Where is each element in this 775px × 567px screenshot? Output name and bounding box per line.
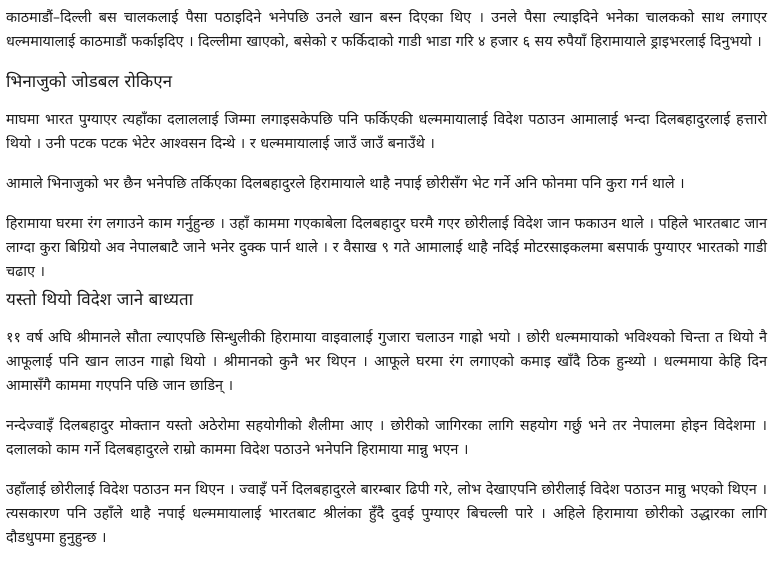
section-heading-2: यस्तो थियो विदेश जाने बाध्यता [6, 290, 194, 310]
intro-paragraph: काठमाडौं–दिल्ली बस चालकलाई पैसा पठाइदिने भनेपछि उनले खान बस्न दिएका थिए । उनले पैसा ल्याइदिने भनेका चालकको साथ लगाएर धल्ममायालाई काठमाडौं फर्काइदिए । दिल्लीमा खाएको, बसेको र फर्किदाको गाडी भाडा गरि ४ हजार ६ सय रुपैयाँ हिरामायाले ड्राइभरलाई दिनुभयो । [6, 10, 767, 50]
section1-paragraph-2: आमाले भिनाजुको भर छैन भनेपछि तर्किएका दिलबहादुरले हिरामायाले थाहै नपाई छोरीसँग भेट गर्ने अनि फोनमा पनि कुरा गर्न थाले । [6, 176, 685, 192]
section1-paragraph-1: माघमा भारत पुग्याएर त्यहाँका दलाललाई जिम्मा लगाइसकेपछि पनि फर्किएकी धल्ममायालाई विदेश पठाउन आमालाई भन्दा दिलबहादुरलाई हत्तारो थियो । उनी पटक पटक भेटेर आश्वसन दिन्थे । र धल्ममायालाई जाउँ जाउँ बनाउँथे । [6, 112, 767, 152]
section2-paragraph-2: नन्देज्वाइँ दिलबहादुर मोक्तान यस्तो अठेरोमा सहयोगीको शैलीमा आए । छोरीको जागिरका लागि सहयोग गर्छु भने तर नेपालमा होइन विदेशमा । दलालको काम गर्ने दिलबहादुरले राम्रो काममा विदेश पठाउने भनेपनि हिरामाया मान्नु भएन । [6, 418, 767, 458]
section1-paragraph-3: हिरामाया घरमा रंग लगाउने काम गर्नुहुन्छ । उहाँ काममा गएकाबेला दिलबहादुर घरमै गएर छोरीलाई विदेश जान फकाउन थाले । पहिले भारतबाट जान लाग्दा कुरा बिग्रियो अव नेपालबाटै जाने भनेर दुक्क पार्न थाले । र वैसाख ९ गते आमालाई थाहै नदिई मोटरसाइकलमा बसपार्क पुग्याएर भारतको गाडी चढाए । [6, 216, 767, 280]
section2-paragraph-3: उहाँलाई छोरीलाई विदेश पठाउन मन थिएन । ज्वाइँ पर्ने दिलबहादुरले बारम्बार ढिपी गरे, लोभ देखाएपनि छोरीलाई विदेश पठाउन मान्नु भएको थिएन । त्यसकारण पनि उहाँले थाहै नपाई धल्ममायालाई भारतबाट श्रीलंका हुँदै दुवई पुग्याएर बिचल्ली पारे । अहिले हिरामाया छोरीको उद्धारका लागि दौडधुपमा हुनुहुन्छ । [6, 482, 767, 546]
section-heading-1: भिनाजुको जोडबल रोकिएन [6, 72, 173, 92]
section2-paragraph-1: ११ वर्ष अघि श्रीमानले सौता ल्याएपछि सिन्धुलीकी हिरामाया वाइवालाई गुजारा चलाउन गाह्रो भयो । छोरी धल्ममायाको भविश्यको चिन्ता त थियो नै आफूलाई पनि खान लाउन गाह्रो थियो । श्रीमानको कुनै भर थिएन । आफूले घरमा रंग लगाएको कमाइ खाँदै ठिक हुन्थ्यो । धल्ममाया केहि दिन आमासँगै काममा गएपनि पछि जान छाडिन् । [6, 330, 767, 394]
